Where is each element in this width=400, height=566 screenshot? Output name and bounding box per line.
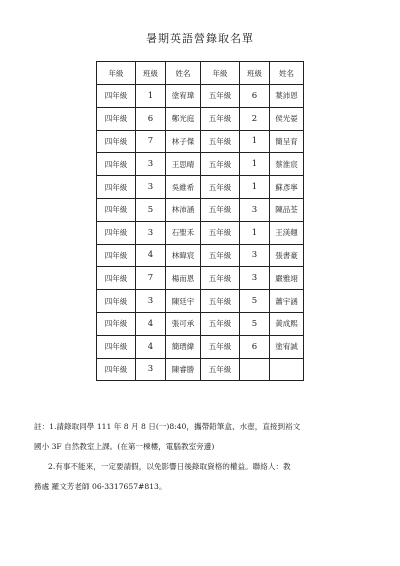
cell-name: 侯光晏 <box>270 107 304 130</box>
cell-name: 簡呈育 <box>270 130 304 153</box>
cell-name: 石聖禾 <box>166 221 201 244</box>
cell-name: 塗宥瑋 <box>166 85 201 108</box>
table-row <box>97 290 304 313</box>
cell-grade: 五年級 <box>201 153 240 176</box>
cell-class: 1 <box>240 176 270 199</box>
cell-class: 1 <box>240 221 270 244</box>
cell-class: 5 <box>136 198 166 221</box>
cell-class: 1 <box>136 85 166 108</box>
cell-name: 塗宥誠 <box>270 335 304 358</box>
cell-grade: 五年級 <box>201 335 240 358</box>
cell-class: 3 <box>136 153 166 176</box>
cell-class: 6 <box>240 85 270 108</box>
column-header-grade: 年級 <box>97 62 136 85</box>
cell-class: 4 <box>136 312 166 335</box>
cell-grade: 五年級 <box>201 358 240 381</box>
cell-name: 林暐宸 <box>166 244 201 267</box>
table-row <box>97 335 304 358</box>
cell-class: 3 <box>240 267 270 290</box>
cell-grade: 四年級 <box>97 130 136 153</box>
cell-class: 6 <box>240 335 270 358</box>
cell-class: 1 <box>240 130 270 153</box>
note-line: 務處 羅文芳老師 06-3317657#813。 <box>34 482 167 491</box>
column-header-grade: 年級 <box>201 62 240 85</box>
cell-grade: 四年級 <box>97 176 136 199</box>
table-row <box>97 107 304 130</box>
cell-grade: 五年級 <box>201 267 240 290</box>
table-row <box>97 358 304 381</box>
cell-grade: 四年級 <box>97 107 136 130</box>
cell-name <box>270 358 304 381</box>
cell-class: 7 <box>136 130 166 153</box>
column-header-name: 姓名 <box>166 62 201 85</box>
cell-class <box>240 358 270 381</box>
cell-class: 4 <box>136 244 166 267</box>
page-title: 暑期英語營錄取名單 <box>146 32 254 45</box>
cell-name: 簡瑨緯 <box>166 335 201 358</box>
cell-name: 林沛涵 <box>166 198 201 221</box>
cell-grade: 四年級 <box>97 335 136 358</box>
cell-class: 2 <box>240 107 270 130</box>
cell-class: 1 <box>240 153 270 176</box>
cell-class: 3 <box>240 244 270 267</box>
cell-class: 3 <box>240 198 270 221</box>
table-row <box>97 312 304 335</box>
cell-grade: 五年級 <box>201 107 240 130</box>
cell-grade: 五年級 <box>201 130 240 153</box>
cell-grade: 四年級 <box>97 244 136 267</box>
cell-grade: 五年級 <box>201 312 240 335</box>
cell-name: 陳睿勝 <box>166 358 201 381</box>
note-line: 註：1.請錄取同學 111 年 8 月 8 日(一)8:40，攜帶鉛筆盒、水壺，直接到裕文 <box>34 422 301 431</box>
table-row <box>97 198 304 221</box>
cell-class: 3 <box>136 221 166 244</box>
cell-class: 4 <box>136 335 166 358</box>
cell-name: 吳維希 <box>166 176 201 199</box>
cell-name: 黃成熙 <box>270 312 304 335</box>
cell-grade: 四年級 <box>97 290 136 313</box>
column-header-class: 班級 <box>136 62 166 85</box>
note-line: 2.有事不能來，一定要請假，以免影響日後錄取資格的權益。聯絡人：教 <box>48 462 291 471</box>
table-row <box>97 153 304 176</box>
cell-name: 蘇彥寧 <box>270 176 304 199</box>
table-row <box>97 85 304 108</box>
cell-class: 5 <box>240 312 270 335</box>
cell-class: 6 <box>136 107 166 130</box>
cell-name: 鄭光庭 <box>166 107 201 130</box>
column-header-name: 姓名 <box>270 62 304 85</box>
table-row <box>97 130 304 153</box>
cell-grade: 四年級 <box>97 85 136 108</box>
table-header-row <box>97 62 304 85</box>
cell-name: 陳品荃 <box>270 198 304 221</box>
column-header-class: 班級 <box>240 62 270 85</box>
cell-grade: 四年級 <box>97 267 136 290</box>
cell-name: 陳廷宇 <box>166 290 201 313</box>
cell-grade: 四年級 <box>97 153 136 176</box>
cell-grade: 四年級 <box>97 358 136 381</box>
cell-name: 嚴雅翊 <box>270 267 304 290</box>
cell-grade: 四年級 <box>97 312 136 335</box>
cell-grade: 五年級 <box>201 290 240 313</box>
cell-class: 5 <box>240 290 270 313</box>
cell-name: 葉沛恩 <box>270 85 304 108</box>
table-row <box>97 267 304 290</box>
cell-grade: 五年級 <box>201 176 240 199</box>
cell-grade: 五年級 <box>201 221 240 244</box>
cell-grade: 五年級 <box>201 85 240 108</box>
cell-name: 張書豪 <box>270 244 304 267</box>
cell-class: 3 <box>136 358 166 381</box>
cell-grade: 五年級 <box>201 198 240 221</box>
cell-name: 蕭宇涵 <box>270 290 304 313</box>
table-row <box>97 244 304 267</box>
cell-name: 林子傑 <box>166 130 201 153</box>
cell-name: 王渼翹 <box>270 221 304 244</box>
cell-grade: 四年級 <box>97 221 136 244</box>
note-line: 國小 3F 自然教室上課。(在第一棟樓，電腦教室旁邊) <box>34 442 215 451</box>
cell-class: 7 <box>136 267 166 290</box>
cell-grade: 四年級 <box>97 198 136 221</box>
cell-class: 3 <box>136 290 166 313</box>
table-row <box>97 176 304 199</box>
notes-section <box>34 417 384 497</box>
cell-class: 3 <box>136 176 166 199</box>
table-row <box>97 221 304 244</box>
admission-list-table <box>96 61 304 381</box>
cell-grade: 五年級 <box>201 244 240 267</box>
cell-name: 蔡淮宸 <box>270 153 304 176</box>
cell-name: 楊而恩 <box>166 267 201 290</box>
cell-name: 王思晴 <box>166 153 201 176</box>
cell-name: 張可承 <box>166 312 201 335</box>
